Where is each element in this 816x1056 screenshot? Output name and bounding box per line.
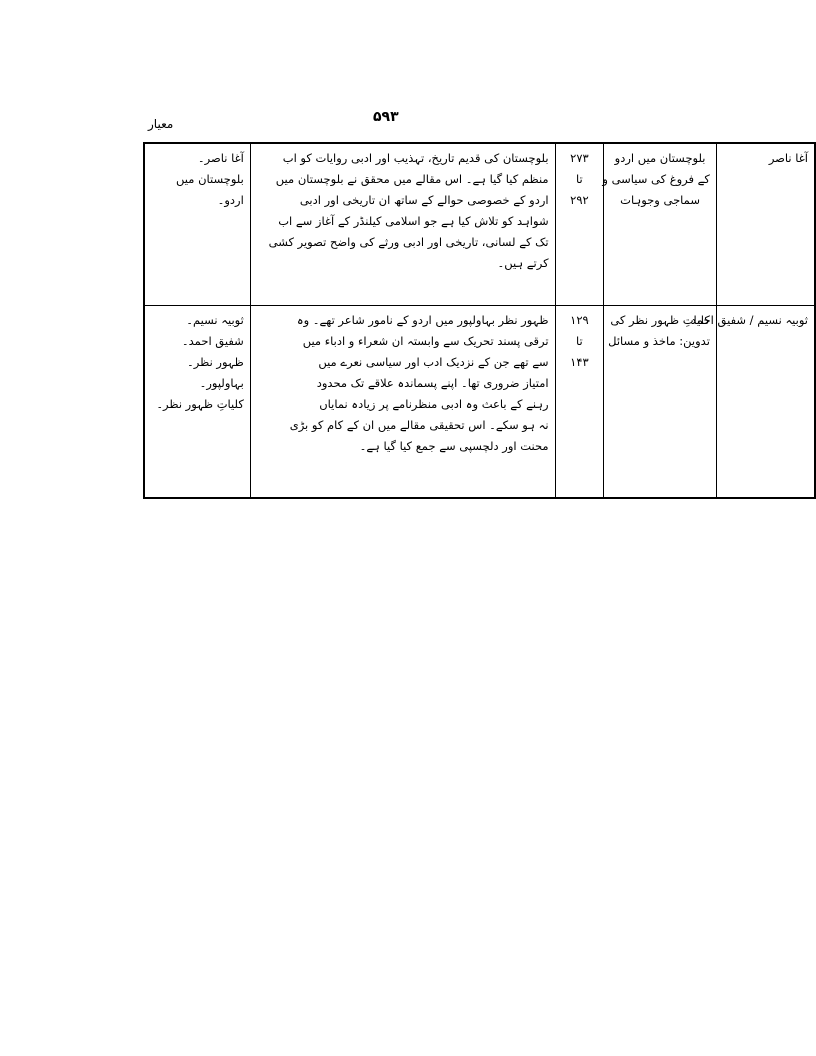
keyword: ثوبیہ نسیم۔ [186, 312, 244, 327]
title-line: کلیاتِ ظہور نظر کی [610, 312, 710, 327]
keyword: بلوچستان میں [176, 172, 244, 186]
summary-line: رہنے کے باعث وہ ادبی منظرنامے پر زیادہ نمایاں [319, 396, 549, 411]
table-row [144, 305, 815, 498]
summary-line: اردو کے خصوصی حوالے کے ساتھ ان تاریخی اور ادبی [299, 193, 549, 207]
author-name: آغا ناصر [768, 151, 808, 165]
author-cell [690, 305, 815, 498]
pages-cell [555, 143, 604, 305]
summary-line: کرتے ہیں۔ [497, 256, 549, 270]
title-line: سماجی وجوہات [620, 193, 700, 207]
author-name: ثوبیہ نسیم / شفیق احمد [690, 312, 808, 327]
keywords-cell [144, 305, 250, 498]
page-end: ۲۹۲ [570, 193, 589, 207]
article-index-table [143, 142, 816, 499]
page-start: ۲۷۳ [570, 151, 589, 165]
journal-name: معیار [148, 117, 174, 131]
title-cell [604, 305, 717, 498]
summary-cell [250, 305, 555, 498]
table-row [144, 143, 815, 305]
summary-line: بلوچستان کی قدیم تاریخ، تہذیب اور ادبی روایات کو اب [282, 151, 549, 165]
page-start: ۱۲۹ [570, 312, 589, 327]
keyword: آغا ناصر۔ [197, 151, 244, 165]
summary-line: منظم کیا گیا ہے۔ اس مقالے میں محقق نے بلوچستان میں [275, 172, 549, 186]
pages-cell [555, 305, 604, 498]
keyword: اردو۔ [217, 193, 244, 207]
summary-line: شواہد کو تلاش کیا ہے جو اسلامی کیلنڈر کے آغاز سے اب [278, 214, 549, 228]
title-line: تدوین: ماخذ و مسائل [608, 333, 710, 348]
title-line: کے فروغ کی سیاسی و [602, 172, 710, 186]
author-cell [716, 143, 815, 305]
title-cell [604, 143, 717, 305]
summary-line: ترقی پسند تحریک سے وابستہ ان شعراء و ادباء میں [302, 333, 549, 348]
summary-line: ظہور نظر بہاولپور میں اردو کے نامور شاعر تھے۔ وہ [296, 312, 549, 327]
keyword: کلیاتِ ظہور نظر۔ [156, 396, 244, 411]
keyword: بہاولپور۔ [199, 375, 244, 390]
title-line: بلوچستان میں اردو [614, 151, 706, 165]
page-number: ۵۹۳ [373, 109, 399, 125]
page-to: تا [576, 333, 583, 348]
page-header [143, 104, 816, 134]
summary-line: امتیاز ضروری تھا۔ اپنے پسماندہ علاقے تک محدود [316, 375, 549, 390]
page-to: تا [576, 172, 583, 186]
page-end: ۱۴۳ [570, 354, 589, 369]
keywords-cell [144, 143, 250, 305]
keyword: ظہور نظر۔ [187, 354, 244, 369]
keyword: شفیق احمد۔ [181, 333, 244, 348]
summary-line: نہ ہو سکے۔ اس تحقیقی مقالے میں ان کے کام کو بڑی [289, 417, 549, 432]
summary-cell [250, 143, 555, 305]
summary-line: محنت اور دلچسپی سے جمع کیا گیا ہے۔ [359, 438, 549, 453]
summary-line: سے تھے جن کے نزدیک ادب اور سیاسی نعرے میں [318, 354, 549, 369]
summary-line: تک کے لسانی، تاریخی اور ادبی ورثے کی واضح تصویر کشی [268, 235, 549, 249]
